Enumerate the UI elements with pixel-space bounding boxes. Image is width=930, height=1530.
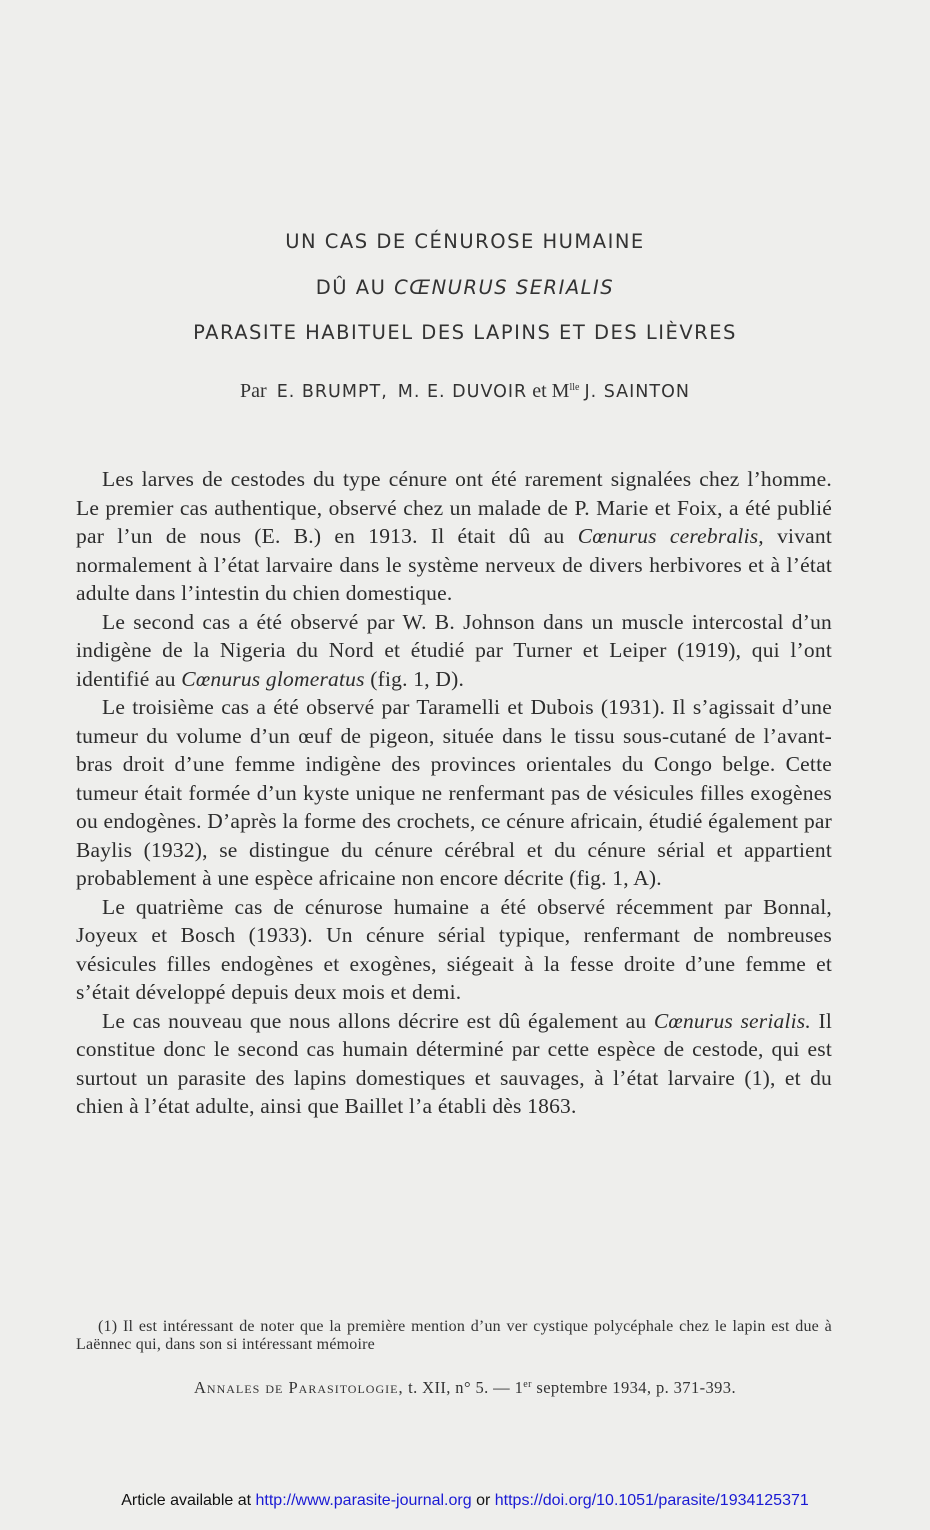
paragraph-1 xyxy=(76,465,832,608)
paragraph-1-text-a: Les larves de cestodes du type cénure ont été rarement signalées chez l’homme. Le premier cas authentique, observé chez un malade de P. Marie et Foix, a été publié par l’un de nous (E. B.) en 1913. Il était dû au xyxy=(76,467,832,548)
journal-link[interactable]: http://www.parasite-journal.org xyxy=(255,1492,472,1509)
paragraph-5-text-b: Il constitue donc le second cas humain déterminé par cette espèce de cestode, qui est surtout un parasite des lapins domestiques et sauvages, à l’état larvaire (1), et du chien à l’état adulte, ainsi que Baillet l’a établi dès 1863. xyxy=(76,1008,833,1118)
doi-link[interactable]: https://doi.org/10.1051/parasite/1934125371 xyxy=(494,1492,809,1509)
byline-mlle: M xyxy=(551,380,570,402)
paragraph-1-text-b: vivant normalement à l’état larvaire dans le système nerveux de divers herbivores et à l’état adulte dans l’intestin du chien domestique. xyxy=(76,524,833,605)
footer-middle: or xyxy=(471,1492,495,1509)
paragraph-2-text-a: Le second cas a été observé par W. B. Johnson dans un muscle intercostal d’un indigène de la Nigeria du Nord et étudié par Turner et Leiper (1919), qui l’ont identifié au xyxy=(76,609,832,691)
byline-par: Par xyxy=(240,380,267,402)
paragraph-5 xyxy=(76,1007,832,1121)
paragraph-1-species: Cœnurus cerebralis, xyxy=(577,524,764,548)
author-3: J. SAINTON xyxy=(584,382,690,402)
journal-details-b: septembre 1934, p. 371-393. xyxy=(531,1378,736,1397)
footer-prefix: Article available at xyxy=(121,1492,256,1509)
author-2: M. E. DUVOIR xyxy=(397,382,528,402)
byline xyxy=(0,380,930,403)
availability-footer xyxy=(0,1492,930,1510)
paragraph-5-species: Cœnurus serialis. xyxy=(653,1008,811,1033)
byline-et: et xyxy=(532,380,547,402)
title-line-3: PARASITE HABITUEL DES LAPINS ET DES LIÈVRES xyxy=(193,321,737,344)
title-line-2 xyxy=(0,276,930,299)
author-1: E. BRUMPT, xyxy=(276,382,388,402)
byline-mlle-sup: lle xyxy=(569,382,580,393)
paragraph-5-text-a: Le cas nouveau que nous allons décrire est dû également au xyxy=(102,1008,654,1033)
journal-details-a: t. XII, n° 5. — 1 xyxy=(403,1378,524,1397)
article-body xyxy=(76,465,832,1121)
title-line-2-species: CŒNURUS SERIALIS xyxy=(394,276,615,299)
paragraph-4: Le quatrième cas de cénurose humaine a été observé récemment par Bonnal, Joyeux et Bosch (1933). Un cénure sérial typique, renfermant de nombreuses vésicules filles endogènes et exogènes, siégeait à la fesse droite d’une femme et s’était développé depuis deux mois et demi. xyxy=(76,894,832,1004)
title-line-2-prefix: DÛ AU xyxy=(315,276,395,299)
journal-name: Annales de Parasitologie, xyxy=(194,1378,404,1397)
paragraph-3: Le troisième cas a été observé par Taramelli et Dubois (1931). Il s’agissait d’une tumeur du volume d’un œuf de pigeon, située dans le tissu sous-cutané de l’avant-bras droit d’une femme indigène des provinces orientales du Congo belge. Cette tumeur était formée d’un kyste unique ne renfermant pas de vésicules filles exogènes ou endogènes. D’après la forme des crochets, ce cénure africain, étudié également par Baylis (1932), se distingue du cénure cérébral et du cénure sérial et appartient probablement à une espèce africaine non encore décrite (fig. 1, A). xyxy=(76,695,832,890)
paragraph-2 xyxy=(76,608,832,694)
paragraph-2-text-b: (fig. 1, D). xyxy=(364,666,465,691)
footnote: (1) Il est intéressant de noter que la première mention d’un ver cystique polycéphale chez le lapin est due à Laënnec qui, dans son si intéressant mémoire xyxy=(76,1318,832,1353)
journal-citation xyxy=(0,1378,930,1398)
title-line-1: UN CAS DE CÉNUROSE HUMAINE xyxy=(285,230,645,253)
paragraph-2-species: Cœnurus glomeratus xyxy=(181,666,365,691)
journal-details-sup: er xyxy=(523,1379,532,1390)
